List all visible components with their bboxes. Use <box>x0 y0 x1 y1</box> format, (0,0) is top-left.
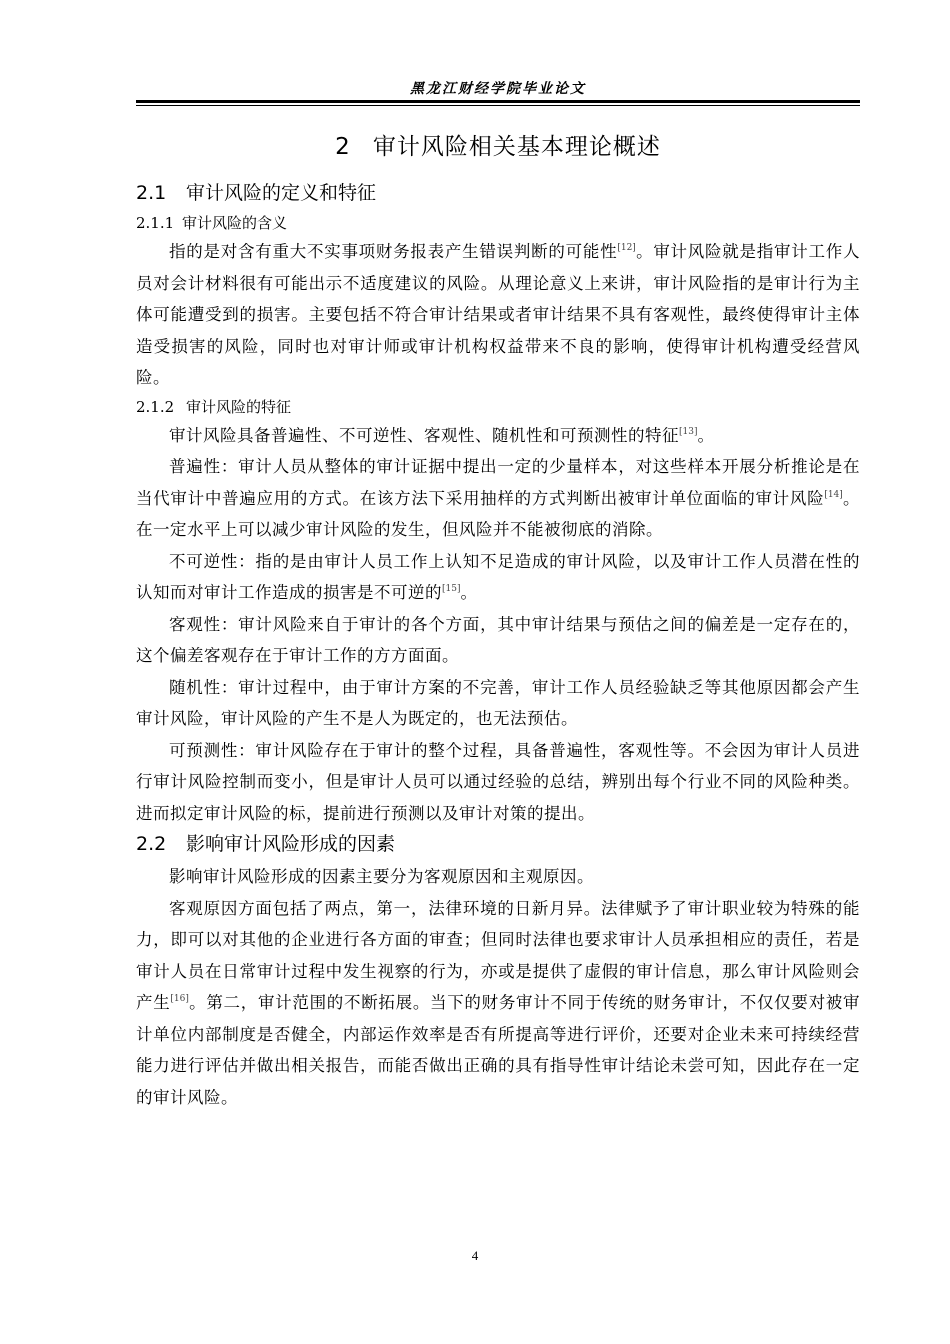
subsection-number: 2.1.1 <box>136 214 175 232</box>
section-heading-2-1 <box>136 178 860 208</box>
paragraph-irreversibility: 不可逆性：指的是由审计人员工作上认知不足造成的审计风险，以及审计工作人员潜在性的认知而对审计工作造成的损害是不可逆的[15]。 <box>136 551 860 602</box>
paragraph-features-intro: 审计风险具备普遍性、不可逆性、客观性、随机性和可预测性的特征[13]。 <box>169 425 715 445</box>
subsection-title: 审计风险的特征 <box>186 397 292 416</box>
citation-15: [15] <box>442 584 461 594</box>
section-number: 2.1 <box>136 182 167 204</box>
header-rule-thin <box>136 105 860 106</box>
subsection-heading-2-1-2 <box>136 394 860 420</box>
paragraph-objectivity: 客观性：审计风险来自于审计的各个方面，其中审计结果与预估之间的偏差是一定存在的，这个偏差客观存在于审计工作的方方面面。 <box>136 614 860 665</box>
section-number: 2.2 <box>136 833 167 855</box>
page-number: 4 <box>471 1248 479 1263</box>
paragraph-factors-intro: 影响审计风险形成的因素主要分为客观原因和主观原因。 <box>169 867 594 886</box>
citation-16: [16] <box>170 994 189 1004</box>
paragraph-objective-causes: 客观原因方面包括了两点，第一，法律环境的日新月异。法律赋予了审计职业较为特殊的能力，即可以对其他的企业进行各方面的审查；但同时法律也要求审计人员承担相应的责任，若是审计人员在日常审计过程中发生视察的行为，亦或是提供了虚假的审计信息，那么审计风险则会产生[16]。第二，审计范围的不断拓展。当下的财务审计不同于传统的财务审计，不仅仅要对被审计单位内部制度是否健全，内部运作效率是否有所提高等进行评价，还要对企业未来可持续经营能力进行评估并做出相关报告，而能否做出正确的具有指导性审计结论未尝可知，因此存在一定的审计风险。 <box>136 898 861 1107</box>
chapter-title <box>136 130 860 164</box>
section-title: 影响审计风险形成的因素 <box>186 833 396 855</box>
section-title: 审计风险的定义和特征 <box>186 182 377 204</box>
citation-12: [12] <box>617 243 636 253</box>
section-heading-2-2 <box>136 829 860 859</box>
paragraph-definition: 指的是对含有重大不实事项财务报表产生错误判断的可能性[12]。审计风险就是指审计工作人员对会计材料很有可能出示不适度建议的风险。从理论意义上来讲，审计风险指的是审计行为主体可能遭受到的损害。主要包括不符合审计结果或者审计结果不具有客观性，最终使得审计主体造受损害的风险，同时也对审计师或审计机构权益带来不良的影响，使得审计机构遭受经营风险。 <box>136 242 861 387</box>
paragraph-randomness: 随机性：审计过程中，由于审计方案的不完善，审计工作人员经验缺乏等其他原因都会产生审计风险，审计风险的产生不是人为既定的，也无法预估。 <box>136 677 860 728</box>
paragraph-predictability: 可预测性：审计风险存在于审计的整个过程，具备普遍性，客观性等。不会因为审计人员进行审计风险控制而变小，但是审计人员可以通过经验的总结，辨别出每个行业不同的风险种类。进而拟定审计风险的标，提前进行预测以及审计对策的提出。 <box>136 740 860 823</box>
citation-13: [13] <box>679 426 698 437</box>
subsection-title: 审计风险的含义 <box>182 214 288 232</box>
page-body <box>136 130 860 1113</box>
header-rule-thick <box>136 100 860 103</box>
citation-14: [14] <box>824 489 843 500</box>
chapter-title-text: 审计风险相关基本理论概述 <box>372 134 661 160</box>
running-header: 黑龙江财经学院毕业论文 <box>410 81 586 97</box>
paragraph-universality: 普遍性：审计人员从整体的审计证据中提出一定的少量样本，对这些样本开展分析推论是在当代审计中普遍应用的方式。在该方法下采用抽样的方式判断出被审计单位面临的审计风险[14]。在一定水平上可以减少审计风险的发生，但风险并不能被彻底的消除。 <box>136 457 861 539</box>
subsection-heading-2-1-1 <box>136 210 860 236</box>
chapter-number: 2 <box>335 134 351 160</box>
subsection-number: 2.1.2 <box>136 397 175 416</box>
